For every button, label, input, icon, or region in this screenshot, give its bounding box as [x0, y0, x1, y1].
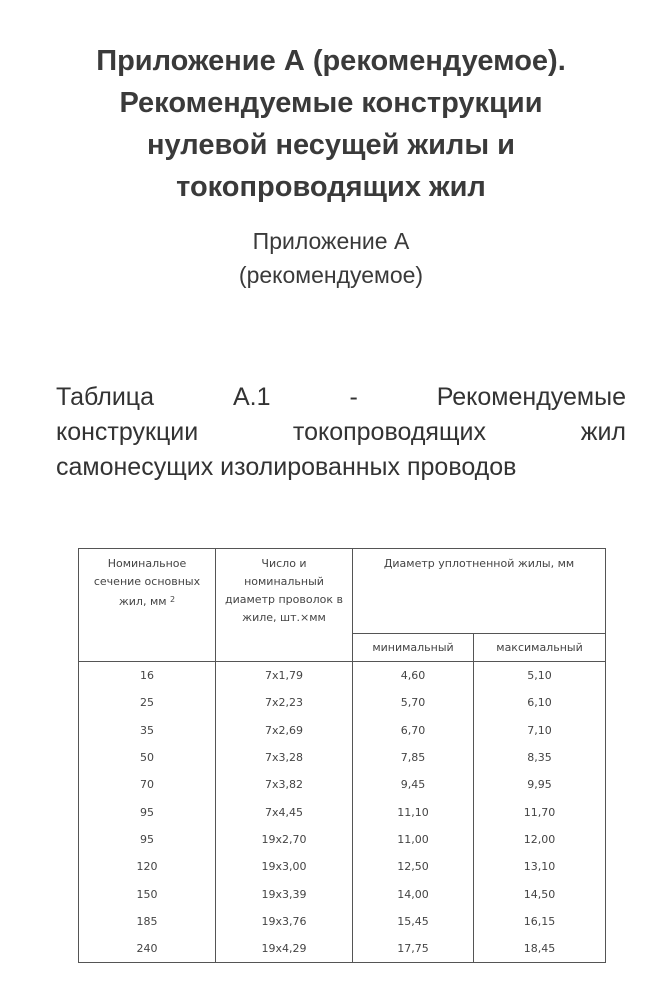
cell-min: 4,60: [353, 662, 474, 690]
cell-wires: 19x2,70: [216, 826, 353, 853]
cell-min: 15,45: [353, 908, 474, 935]
appendix-label: [40, 224, 622, 292]
title-line: Рекомендуемые конструкции: [119, 87, 543, 119]
cell-section: 150: [79, 880, 216, 907]
cell-wires: 19x3,76: [216, 908, 353, 935]
table-row: [79, 798, 606, 825]
title-line: нулевой несущей жилы и: [147, 129, 515, 161]
table-caption: [56, 380, 626, 485]
table-row: [79, 662, 606, 690]
cell-max: 16,15: [474, 908, 606, 935]
table-row: [79, 771, 606, 798]
caption-line: [56, 380, 626, 415]
caption-word: жил: [580, 418, 626, 446]
caption-word: Таблица: [56, 383, 155, 411]
cell-max: 6,10: [474, 689, 606, 716]
table-body: [79, 662, 606, 963]
cell-section: 120: [79, 853, 216, 880]
header-wires: Число и номинальный диаметр проволок в жиле, шт.×мм: [216, 549, 353, 662]
title-line: Приложение А (рекомендуемое).: [96, 45, 566, 77]
table-row: [79, 717, 606, 744]
cell-min: 12,50: [353, 853, 474, 880]
table-row: [79, 826, 606, 853]
cell-section: 16: [79, 662, 216, 690]
cell-min: 14,00: [353, 880, 474, 907]
cell-wires: 7x1,79: [216, 662, 353, 690]
appendix-name: Приложение А: [252, 228, 410, 254]
cell-wires: 7x3,82: [216, 771, 353, 798]
cell-wires: 7x2,23: [216, 689, 353, 716]
cell-min: 6,70: [353, 717, 474, 744]
table-row: [79, 744, 606, 771]
caption-word: -: [349, 383, 358, 411]
header-diameter: Диаметр уплотненной жилы, мм: [353, 549, 606, 634]
cell-min: 17,75: [353, 935, 474, 963]
caption-word: токопроводящих: [292, 418, 486, 446]
table-header-row: [79, 549, 606, 634]
cell-wires: 19x3,39: [216, 880, 353, 907]
cell-max: 8,35: [474, 744, 606, 771]
cell-section: 50: [79, 744, 216, 771]
conductor-table: [78, 548, 606, 963]
cell-max: 12,00: [474, 826, 606, 853]
cell-section: 95: [79, 798, 216, 825]
table-row: [79, 853, 606, 880]
title-line: токопроводящих жил: [176, 171, 486, 203]
table-row: [79, 689, 606, 716]
cell-max: 9,95: [474, 771, 606, 798]
cell-max: 5,10: [474, 662, 606, 690]
cell-min: 7,85: [353, 744, 474, 771]
table-row: [79, 935, 606, 963]
cell-max: 13,10: [474, 853, 606, 880]
cell-wires: 7x4,45: [216, 798, 353, 825]
cell-wires: 19x3,00: [216, 853, 353, 880]
cell-wires: 19x4,29: [216, 935, 353, 963]
document-title: [40, 40, 622, 208]
header-min: минимальный: [353, 634, 474, 662]
caption-word: конструкции: [56, 418, 199, 446]
caption-word: Рекомендуемые: [436, 383, 626, 411]
cell-max: 11,70: [474, 798, 606, 825]
header-max: максимальный: [474, 634, 606, 662]
caption-word: А.1: [232, 383, 271, 411]
header-section: Номинальное сечение основных жил, мм $^2$: [79, 549, 216, 662]
caption-line: самонесущих изолированных проводов: [56, 453, 517, 481]
caption-line: [56, 415, 626, 450]
cell-min: 9,45: [353, 771, 474, 798]
cell-wires: 7x2,69: [216, 717, 353, 744]
cell-section: 95: [79, 826, 216, 853]
cell-section: 35: [79, 717, 216, 744]
cell-min: 11,00: [353, 826, 474, 853]
cell-max: 7,10: [474, 717, 606, 744]
header-section-sup: 2: [170, 595, 176, 604]
cell-min: 11,10: [353, 798, 474, 825]
cell-min: 5,70: [353, 689, 474, 716]
cell-section: 25: [79, 689, 216, 716]
cell-section: 240: [79, 935, 216, 963]
table-row: [79, 880, 606, 907]
cell-section: 185: [79, 908, 216, 935]
table-row: [79, 908, 606, 935]
cell-section: 70: [79, 771, 216, 798]
cell-max: 18,45: [474, 935, 606, 963]
cell-wires: 7x3,28: [216, 744, 353, 771]
cell-max: 14,50: [474, 880, 606, 907]
appendix-status: (рекомендуемое): [238, 262, 424, 288]
